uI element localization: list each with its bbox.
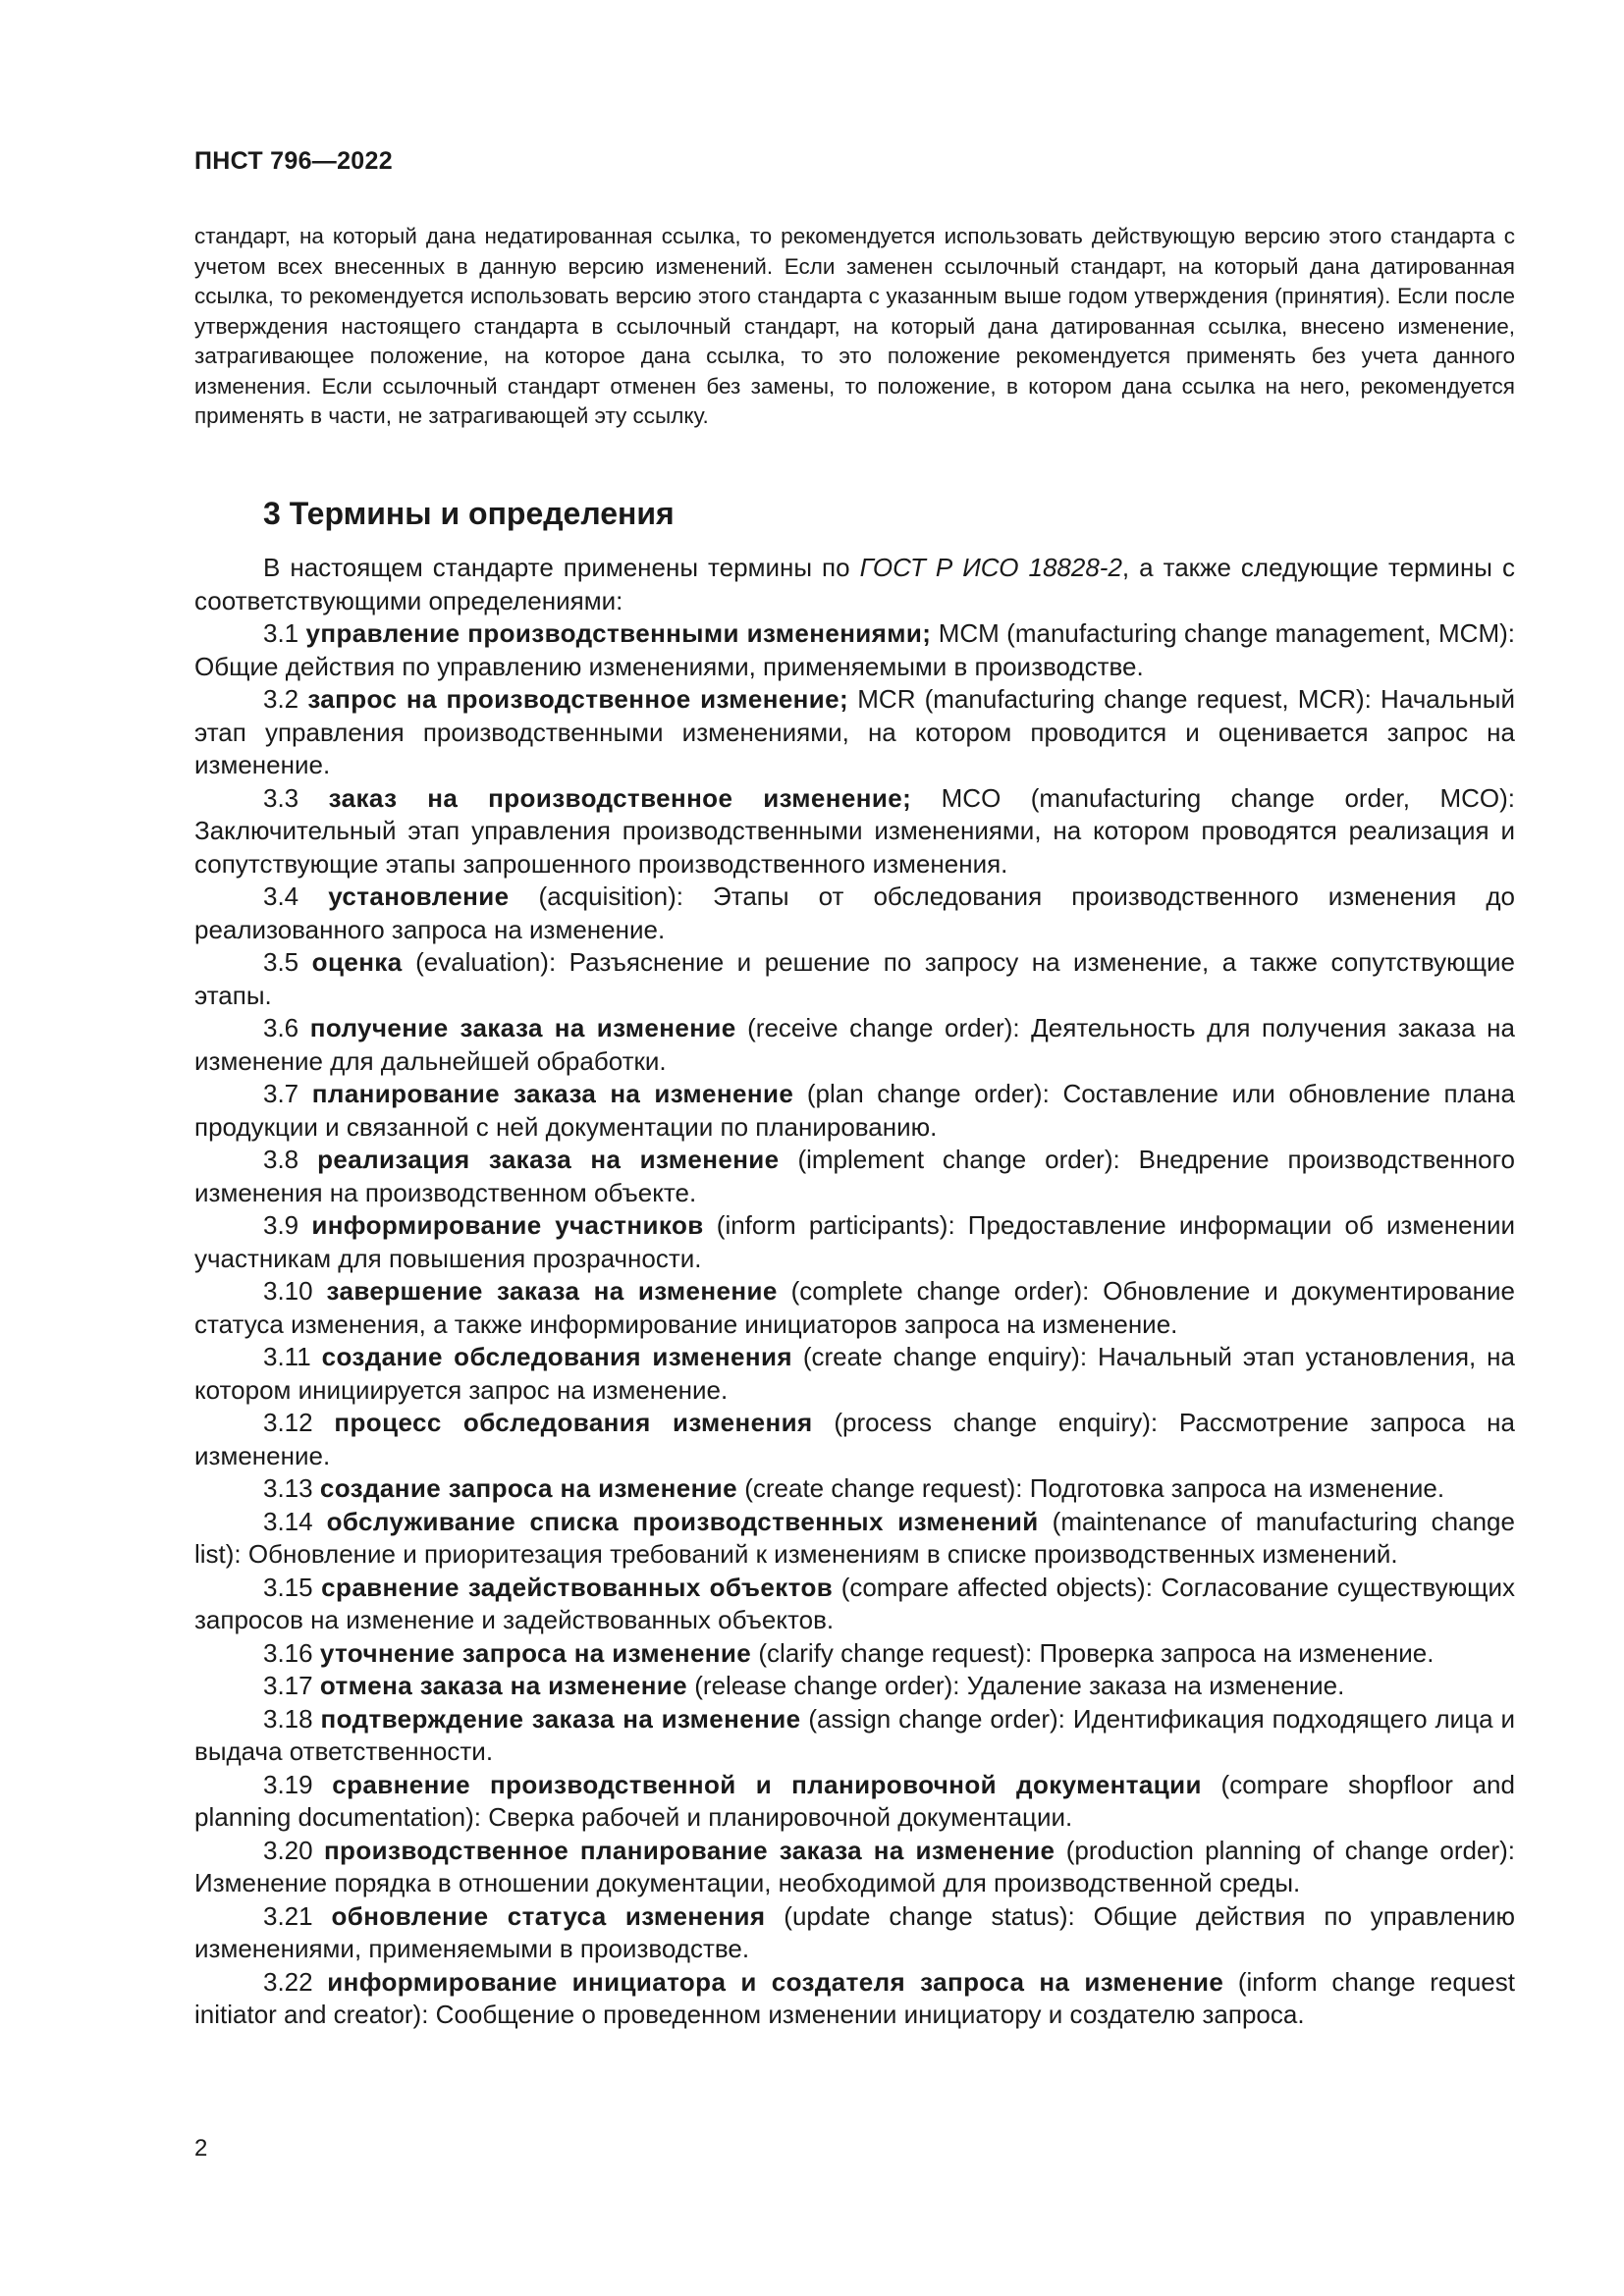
term-entry <box>194 1900 1515 1966</box>
document-header: ПНСТ 796—2022 <box>194 147 393 175</box>
term-number: 3.4 <box>263 881 299 911</box>
term-name: сравнение задействованных объектов <box>321 1572 834 1602</box>
term-name: реализация заказа на изменение <box>317 1145 780 1174</box>
term-name: производственное планирование заказа на изменение <box>323 1835 1056 1865</box>
term-number: 3.7 <box>263 1079 299 1108</box>
term-definition: (implement change order): Внедрение производственного изменения на производственном объекте. <box>194 1145 1515 1207</box>
term-definition: (update change status): Общие действия по управлению изменениями, применяемыми в производстве. <box>194 1900 1515 1963</box>
term-definition: (plan change order): Составление или обновление плана продукции и связанной с ней документации по планированию. <box>194 1079 1515 1142</box>
term-number: 3.5 <box>263 947 299 977</box>
term-definition: (compare shopfloor and planning documentation): Сверка рабочей и планировочной документации. <box>194 1769 1515 1832</box>
term-number: 3.2 <box>263 684 299 714</box>
term-definition: (maintenance of manufacturing change list): Обновление и приоритезация требований к изменениям в списке производственных изменений. <box>194 1506 1515 1569</box>
term-name: информирование участников <box>311 1210 704 1240</box>
term-name: информирование инициатора и создателя запроса на изменение <box>327 1966 1224 1997</box>
term-name: завершение заказа на изменение <box>326 1276 778 1306</box>
term-definition: (create change request): Подготовка запроса на изменение. <box>736 1473 1445 1503</box>
term-name: установление <box>328 881 510 911</box>
term-number: 3.22 <box>263 1966 313 1997</box>
term-name: обновление статуса изменения <box>331 1900 766 1931</box>
term-entry <box>194 1078 1515 1144</box>
term-definition: (evaluation): Разъяснение и решение по запросу на изменение, а также сопутствующие этапы. <box>194 947 1515 1010</box>
term-number: 3.1 <box>263 618 299 648</box>
term-number: 3.11 <box>263 1342 311 1371</box>
term-name: оценка <box>311 947 403 977</box>
term-entry <box>194 1407 1515 1472</box>
term-entry <box>194 1012 1515 1078</box>
term-entry <box>194 1835 1515 1900</box>
term-number: 3.16 <box>263 1637 313 1668</box>
term-name: планирование заказа на изменение <box>311 1079 794 1108</box>
term-number: 3.3 <box>263 782 299 813</box>
term-number: 3.19 <box>263 1769 313 1799</box>
term-entry <box>194 1275 1515 1341</box>
term-entry <box>194 782 1515 881</box>
term-name: запрос на производственное изменение; <box>307 684 849 714</box>
term-name: сравнение производственной и планировочной документации <box>332 1769 1202 1799</box>
term-number: 3.6 <box>263 1013 299 1042</box>
section-title: 3 Термины и определения <box>263 496 675 531</box>
term-entry <box>194 1472 1515 1506</box>
term-definition: (compare affected objects): Согласование существующих запросов на изменение и задействованных объектов. <box>194 1572 1515 1634</box>
term-entry <box>194 1670 1515 1703</box>
term-name: получение заказа на изменение <box>309 1013 736 1042</box>
term-name: уточнение запроса на изменение <box>319 1637 752 1668</box>
term-entry <box>194 1572 1515 1637</box>
term-number: 3.18 <box>263 1703 313 1734</box>
term-entry <box>194 1144 1515 1209</box>
term-definition: (clarify change request): Проверка запроса на изменение. <box>751 1637 1435 1668</box>
term-number: 3.17 <box>263 1671 313 1700</box>
section-lead: В настоящем стандарте применены термины по ГОСТ Р ИСО 18828-2, а также следующие термины с соответствующими определениями: <box>194 553 1515 615</box>
term-definition: (release change order): Удаление заказа на изменение. <box>687 1671 1345 1700</box>
term-definition: (receive change order): Деятельность для получения заказа на изменение для дальнейшей обработки. <box>194 1013 1515 1076</box>
term-name: управление производственными изменениями; <box>305 618 932 648</box>
term-entry <box>194 683 1515 782</box>
term-number: 3.8 <box>263 1145 299 1174</box>
term-name: обслуживание списка производственных изменений <box>326 1506 1039 1536</box>
term-name: отмена заказа на изменение <box>319 1671 688 1700</box>
term-number: 3.14 <box>263 1506 313 1536</box>
term-number: 3.10 <box>263 1276 313 1306</box>
term-entry <box>194 1209 1515 1275</box>
term-entry <box>194 1637 1515 1671</box>
term-definition: (complete change order): Обновление и документирование статуса изменения, а также информирование инициаторов запроса на изменение. <box>194 1276 1515 1339</box>
term-entry <box>194 1341 1515 1407</box>
standard-reference: ГОСТ Р ИСО 18828-2 <box>859 553 1122 582</box>
term-entry <box>194 881 1515 946</box>
term-definition: (assign change order): Идентификация подходящего лица и выдача ответственности. <box>194 1703 1515 1766</box>
term-number: 3.9 <box>263 1210 299 1240</box>
term-number: 3.15 <box>263 1572 313 1602</box>
term-name: заказ на производственное изменение; <box>328 782 912 813</box>
page-number: 2 <box>194 2135 208 2162</box>
term-number: 3.21 <box>263 1900 313 1931</box>
term-definition: (production planning of change order): Изменение порядка в отношении документации, необходимой для производственной среды. <box>194 1835 1515 1897</box>
term-entry <box>194 1966 1515 2032</box>
term-definition: (create change enquiry): Начальный этап установления, на котором инициируется запрос на изменение. <box>194 1342 1515 1405</box>
term-definition: (process change enquiry): Рассмотрение запроса на изменение. <box>194 1408 1516 1470</box>
term-name: создание обследования изменения <box>321 1342 792 1371</box>
term-definition: (inform change request initiator and creator): Сообщение о проведенном изменении инициатору и создателю запроса. <box>194 1966 1515 2029</box>
intro-paragraph: стандарт, на который дана недатированная ссылка, то рекомендуется использовать действующую версию этого стандарта с учетом всех внесенных в данную версию изменений. Если заменен ссылочный стандарт, на который дана датированная ссылка, то рекомендуется использовать версию этого стандарта с указанным выше годом утверждения (принятия). Если после утверждения настоящего стандарта в ссылочный стандарт, на который дана датированная ссылка, внесено изменение, затрагивающее положение, на которое дана ссылка, то это положение рекомендуется применять без учета данного изменения. Если ссылочный стандарт отменен без замены, то положение, в котором дана ссылка на него, рекомендуется применять в части, не затрагивающей эту ссылку. <box>194 224 1515 428</box>
terms-list <box>194 552 1515 2032</box>
term-entry <box>194 1506 1515 1572</box>
term-entry <box>194 946 1515 1012</box>
term-number: 3.13 <box>263 1473 313 1503</box>
term-number: 3.20 <box>263 1835 313 1865</box>
term-entry <box>194 617 1515 683</box>
term-definition: (acquisition): Этапы от обследования производственного изменения до реализованного запроса на изменение. <box>194 881 1515 944</box>
term-entry <box>194 1769 1515 1835</box>
term-number: 3.12 <box>263 1408 313 1437</box>
term-definition: MCM (manufacturing change management, MCM): Общие действия по управлению изменениями, применяемыми в производстве. <box>194 618 1515 681</box>
term-definition: (inform participants): Предоставление информации об изменении участникам для повышения прозрачности. <box>194 1210 1515 1273</box>
term-definition: MCR (manufacturing change request, MCR): Начальный этап управления производственными изменениями, на котором проводится и оценивается запрос на изменение. <box>194 684 1515 779</box>
term-entry <box>194 1703 1515 1769</box>
term-name: подтверждение заказа на изменение <box>320 1703 801 1734</box>
term-name: процесс обследования изменения <box>334 1408 813 1437</box>
term-name: создание запроса на изменение <box>319 1473 737 1503</box>
term-container <box>194 617 1515 2032</box>
term-definition: MCO (manufacturing change order, MCO): Заключительный этап управления производственными изменениями, на котором проводятся реализация и сопутствующие этапы запрошенного производственного изменения. <box>194 782 1515 879</box>
